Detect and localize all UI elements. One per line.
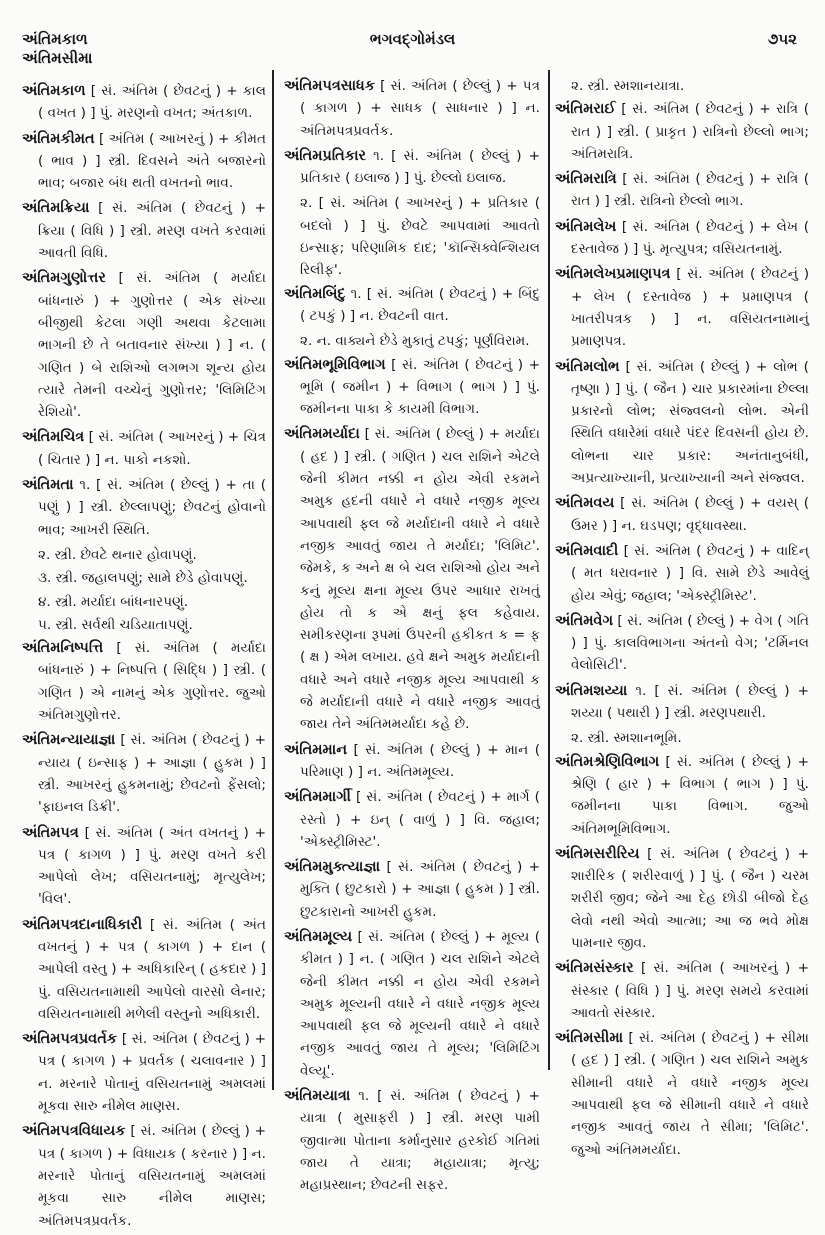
- entry-definition: [ સં. અંતિમ ( આખરનું ) + ચિત્ર ( ચિતાર ) ] ન. પાકો નકશો.: [38, 429, 266, 468]
- entry-headword: અંતિમસરીરિય: [555, 845, 640, 862]
- entry-sense: ૫. સ્ત્રી. સર્વથી ચડિયાતાપણું.: [38, 616, 193, 633]
- entry-definition: [ સં. અંતિમ ( છેવટનું ) + મુક્તિ ( છુટકારો ) + આજ્ઞા ( હુકમ ) ] સ્ત્રી. છુટકારાનો આખરી હુકમ.: [300, 859, 540, 920]
- entry-headword: અંતિમતા: [22, 477, 74, 494]
- entry-definition: ૧. [ સં. અંતિમ ( છેલ્લું ) + તા ( પણું ) ] સ્ત્રી. છેલ્લાપણું; છેવટનું હોવાનો ભાવ; આખરી સ્થિતિ.: [38, 477, 266, 538]
- entry-sense: ૨. [ સં. અંતિમ ( આખરનું ) + પ્રતિકાર ( બદલો ) ] પું. છેવટે આપવામાં આવતો ઇન્સાફ; પરિણામિક દાદ; 'કૉન્સિક્વેન્શિયલ રિલીફ'.: [300, 195, 540, 279]
- guide-word-first: અંતિમકાળ: [22, 30, 88, 48]
- dictionary-column-1: [22, 80, 266, 1235]
- dictionary-entry: [555, 610, 809, 677]
- dictionary-entry: [22, 729, 266, 818]
- entry-headword: અંતિમવય: [555, 495, 615, 512]
- entry-definition: [ સં. અંતિમ ( છેવટનું ) + રાત્રિ ( રાત ) ] સ્ત્રી. રાત્રિનો છેલ્લો ભાગ.: [571, 171, 809, 210]
- entry-definition: [ સં. અંતિમ ( છેવટનું ) + વાદિન્ ( મત ધરાવનાર ) ] વિ. સામે છેડે આવેલું હોય એવું; જહાલ; 'એક્સ્ટ્રીમિસ્ટ'.: [571, 542, 809, 604]
- entry-headword: અંતિમપત્રપ્રવર્તક: [22, 1031, 118, 1048]
- entry-sense: ૪. સ્ત્રી. મર્યાદા બાંધનારપણું.: [38, 593, 189, 610]
- column-divider: [272, 70, 274, 1090]
- entry-sense: ૨. ન. વાક્યને છેડે મુકાતું ટપકું; પૂર્ણવિરામ.: [300, 333, 530, 350]
- entry-definition: [ સં. અંતિમ ( છેલ્લું ) + મર્યાદા ( હદ ) ] સ્ત્રી. ( ગણિત ) ચલ રાશિને એટલે જેની કીમત નક્કી ન હોય એવી રકમને અમુક હદની વધારે ને વધારે નજીક મૂલ્ય આપવાથી ફલ જે મર્યાદાની વધારે ને વધારે નજીક આવતું જાય તે મર્યાદા; 'લિમિટ'. જેમકે, ક અને ક્ષ બે ચલ રાશિઓ હોય અને કનું મૂલ્ય ક્ષના મૂલ્ય ઉપર આધાર રાખતું હોય તો ક એ ક્ષનું ફલ કહેવાય. સમીકરણના રૂપમાં ઉપરની હકીકત ક = ફ ( ક્ષ ) એમ લખાય. હવે ક્ષને અમુક મર્યાદાની વધારે અને વધારે નજીક મૂલ્ય આપવાથી ક જે મર્યાદાની વધારે ને વધારે નજીક આવતું જાય તેને અંતિમમર્યાદા કહે છે.: [300, 426, 540, 733]
- dictionary-entry: [555, 98, 809, 165]
- entry-headword: અંતિમપત્ર: [22, 824, 79, 841]
- entry-headword: અંતિમકાળ: [22, 83, 86, 99]
- entry-definition: [ સં. અંતિમ ( છેવટનું ) + લેખ ( દસ્તાવેજ ) + પ્રમાણપત્ર ( ખાતરીપત્રક ) ] ન. વસિયતનામાનું પ્રમાણપત્ર.: [571, 266, 810, 350]
- entry-definition: [ સં. અંતિમ ( છેલ્લું ) + મૂલ્ય ( કીમત ) ] ન. ( ગણિત ) ચલ રાશિને એટલે જેની કીમત નક્કી ન હોય એવી રકમને અમુક મૂલ્યની વધારે ને વધારે નજીક મૂલ્ય આપવાથી ફલ જે મૂલ્યની વધારે ને વધારે નજીક આવતું જાય તે મૂલ્ય; 'લિમિટિંગ વેલ્યૂ'.: [300, 928, 540, 1079]
- entry-headword: અંતિમબિંદુ: [284, 285, 346, 302]
- dictionary-entry: [555, 216, 809, 261]
- dictionary-entry: [22, 637, 266, 726]
- dictionary-entry: [555, 356, 809, 490]
- dictionary-entry: [22, 1028, 266, 1117]
- entry-headword: અંતિમન્યાયાજ્ઞા: [22, 732, 116, 749]
- entry-definition: [ સં. અંતિમ ( છેવટનું ) + ન્યાય ( ઇન્સાફ ) + આજ્ઞા ( હુકમ ) ] સ્ત્રી. આખરનું હુકમનામું; છેવટનો ફેંસલો; 'ફાઇનલ ડિક્રી'.: [38, 732, 266, 816]
- entry-headword: અંતિમપત્રદાનાધિકારી: [22, 916, 143, 933]
- entry-headword: અંતિમવેગ: [555, 612, 614, 629]
- dictionary-entry: [22, 914, 266, 1025]
- dictionary-entry: [555, 751, 809, 840]
- dictionary-entry: [22, 128, 266, 195]
- page-title: ભગવદ્ગોમંડલ: [369, 30, 456, 48]
- dictionary-entry: [284, 75, 540, 142]
- entry-headword: અંતિમભૂમિવિભાગ: [284, 356, 386, 373]
- dictionary-entry: [284, 283, 540, 328]
- dictionary-entry: [555, 1027, 809, 1161]
- dictionary-column-3: [555, 75, 809, 1164]
- entry-definition: [ સં. અંતિમ ( છેવટનું ) + પત્ર ( કાગળ ) + પ્રવર્તક ( ચલાવનાર ) ] ન. મરનારે પોતાનું વસિયતનામું અમલમાં મૂકવા સારુ નીમેલ માણસ.: [38, 1031, 266, 1115]
- entry-definition: [ સં. અંતિમ ( છેવટનું ) + ક્રિયા ( વિધિ ) ] સ્ત્રી. મરણ વખતે કરવામાં આવતી વિધિ.: [38, 200, 266, 262]
- entry-definition: [ સં. અંતિમ ( છેલ્લું ) + વેગ ( ગતિ ) ] પું. કાલવિભાગના અંતનો વેગ; 'ટર્મિનલ વેલોસિટી'.: [571, 612, 809, 674]
- entry-headword: અંતિમરાઈ: [555, 101, 616, 118]
- dictionary-entry: [284, 786, 540, 853]
- entry-sense: ૨. સ્ત્રી. સ્મશાનયાત્રા.: [571, 78, 685, 94]
- dictionary-entry: [284, 354, 540, 421]
- entry-definition: [ સં. અંતિમ ( છેલ્લું ) + શ્રેણિ ( હાર ) + વિભાગ ( ભાગ ) ] પું. જમીનના પાકા વિભાગ. જુઓ અંતિમભૂમિવિભાગ.: [571, 753, 809, 837]
- entry-definition: [ સં. અંતિમ ( મર્યાદા બાંધનારું ) + નિષ્પત્તિ ( સિદ્ધિ ) ] સ્ત્રી. ( ગણિત ) એ નામનું એક ગુણોત્તર. જુઓ અંતિમગુણોત્તર.: [38, 640, 266, 724]
- entry-definition: ૧. [ સં. અંતિમ ( છેવટનું ) + યાત્રા ( મુસાફરી ) ] સ્ત્રી. મરણ પામી જીવાત્મા પોતાના કર્માનુસાર હરકોઈ ગતિમાં જાય તે યાત્રા; મહાયાત્રા; મૃત્યુ; મહાપ્રસ્થાન; છેવટની સફર.: [300, 1088, 541, 1194]
- dictionary-entry: [555, 168, 809, 213]
- dictionary-entry: [555, 263, 809, 352]
- entry-headword: અંતિમસીમા: [555, 1030, 624, 1047]
- entry-definition: [ સં. અંતિમ ( અંત વખતનું ) + પત્ર ( કાગળ ) + દાન ( આપેલી વસ્તુ ) + અધિકારિન્ ( હકદાર ) ] પું. વસિયતનામાથી આપેલો વારસો લેનાર; વસિયતનામાથી મળેલી વસ્તુનો અધિકારી.: [38, 916, 266, 1022]
- entry-definition: [ સં. અંતિમ ( છેવટનું ) + શારીરિક ( શરીરવાળું ) ] પું. ( જૈન ) ચરમ શરીરી જીવ; જેને આ દેહ છોડી બીજો દેહ લેવો નથી એવો આત્મા; આ જ ભવે મોક્ષ પામનાર જીવ.: [571, 845, 809, 951]
- entry-headword: અંતિમમાન: [284, 741, 348, 758]
- entry-headword: અંતિમલેખપ્રમાણપત્ર: [555, 266, 671, 283]
- entry-definition: [ સં. અંતિમ ( છેલ્લું ) + માન ( પરિમાણ ) ] ન. અંતિમમૂલ્ય.: [300, 741, 541, 780]
- dictionary-entry: [22, 426, 266, 471]
- entry-sense: ૨. સ્ત્રી. છેવટે થનાર હોવાપણું.: [38, 546, 197, 563]
- entry-definition: [ સં. અંતિમ ( છેવટનું ) + કાલ ( વખત ) ] પું. મરણનો વખત; અંતકાળ.: [38, 83, 266, 122]
- entry-definition: [ અંતિમ ( આખરનું ) + કીમત ( ભાવ ) ] સ્ત્રી. દિવસને અંતે બજારનો ભાવ; બજાર બંધ થતી વખતનો ભાવ.: [38, 130, 266, 192]
- entry-definition: [ સં. અંતિમ ( છેવટનું ) + માર્ગ ( રસ્તો ) + ઇન્ ( વાળું ) ] વિ. જહાલ; 'એક્સ્ટ્રીમિસ્ટ'.: [300, 789, 540, 850]
- entry-headword: અંતિમપ્રતિકાર: [284, 147, 367, 164]
- dictionary-entry: [555, 492, 809, 537]
- entry-headword: અંતિમપત્રવિધાયક: [22, 1123, 126, 1140]
- entry-headword: અંતિમમર્યાદા: [284, 426, 360, 443]
- page-number: ૭૫૨: [767, 30, 797, 48]
- entry-definition: [ સં. અંતિમ ( છેવટનું ) + રાત્રિ ( રાત ) ] સ્ત્રી. ( પ્રાકૃત ) રાત્રિનો છેલ્લો ભાગ; અંતિમરાત્રિ.: [571, 101, 809, 162]
- entry-definition: ૧. [ સં. અંતિમ ( છેવટનું ) + બિંદુ ( ટપકું ) ] ન. છેવટની વાત.: [300, 285, 541, 324]
- dictionary-entry: [284, 1085, 540, 1196]
- entry-headword: અંતિમરાત્રિ: [555, 171, 617, 188]
- dictionary-entry: [284, 926, 540, 1082]
- entry-headword: અંતિમમુક્ત્યાજ્ઞા: [284, 859, 381, 876]
- entry-headword: અંતિમશય્યા: [555, 682, 628, 699]
- dictionary-entry: [555, 680, 809, 725]
- entry-headword: અંતિમશ્રેણિવિભાગ: [555, 753, 660, 770]
- entry-definition: [ સં. અંતિમ ( છેલ્લું ) + પત્ર ( કાગળ ) + વિધાયક ( કરનાર ) ] ન. મરનારે પોતાનું વસિયતનામું અમલમાં મૂકવા સારુ નીમેલ માણસ; અંતિમપત્રપ્રવર્તક.: [38, 1123, 267, 1229]
- guide-words: [22, 30, 92, 68]
- entry-definition: [ સં. અંતિમ ( છેવટનું ) + ભૂમિ ( જમીન ) + વિભાગ ( ભાગ ) ] પું. જમીનના પાકા કે કાયમી વિભાગ.: [300, 356, 540, 418]
- entry-headword: અંતિમલેખ: [555, 218, 617, 235]
- dictionary-entry: [284, 423, 540, 735]
- dictionary-entry: [22, 474, 266, 541]
- entry-headword: અંતિમક્રિયા: [22, 200, 90, 217]
- entry-headword: અંતિમલોભ: [555, 358, 620, 375]
- dictionary-column-2: [284, 75, 540, 1200]
- entry-headword: અંતિમયાત્રા: [284, 1088, 351, 1105]
- entry-sense: ૨. સ્ત્રી. સ્મશાનભૂમિ.: [571, 730, 682, 747]
- entry-headword: અંતિમમાર્ગી: [284, 789, 351, 806]
- dictionary-entry: [555, 843, 809, 954]
- entry-definition: [ સં. અંતિમ ( છેલ્લું ) + પત્ર ( કાગળ ) + સાધક ( સાધનાર ) ] ન. અંતિમપત્રપ્રવર્તક.: [300, 78, 540, 139]
- entry-definition: [ સં. અંતિમ ( છેવટનું ) + સીમા ( હદ ) ] સ્ત્રી. ( ગણિત ) ચલ રાશિને અમુક સીમાની વધારે ને વધારે નજીક મૂલ્ય આપવાથી ફલ જે સીમાની વધારે ને વધારે નજીક આવતું જાય તે સીમા; 'લિમિટ'. જુઓ અંતિમમર્યાદા.: [571, 1030, 810, 1158]
- entry-definition: ૧. [ સં. અંતિમ ( છેલ્લું ) + પ્રતિકાર ( ઇલાજ ) ] પું. છેલ્લો ઇલાજ.: [300, 147, 540, 187]
- entry-headword: અંતિમસંસ્કાર: [555, 960, 634, 977]
- entry-headword: અંતિમમૂલ્ય: [284, 928, 353, 945]
- entry-headword: અંતિમકીમત: [22, 130, 95, 147]
- entry-definition: [ સં. અંતિમ ( આખરનું ) + સંસ્કાર ( વિધિ ) ] પું. મરણ સમયે કરવામાં આવતો સંસ્કાર.: [571, 960, 809, 1021]
- column-divider: [548, 70, 550, 1070]
- dictionary-entry: [284, 856, 540, 923]
- entry-headword: અંતિમગુણોત્તર: [22, 270, 106, 287]
- entry-definition: [ સં. અંતિમ ( છેલ્લું ) + વયસ્ ( ઉમર ) ] ન. ઘડપણ; વૃદ્ધાવસ્થા.: [571, 495, 809, 534]
- entry-definition: ૧. [ સં. અંતિમ ( છેલ્લું ) + શય્યા ( પથારી ) ] સ્ત્રી. મરણપથારી.: [571, 682, 809, 722]
- entry-headword: અંતિમવાદી: [555, 542, 619, 559]
- dictionary-entry: [22, 267, 266, 423]
- dictionary-entry: [284, 739, 540, 784]
- dictionary-entry: [22, 197, 266, 264]
- guide-word-last: અંતિમસીમા: [22, 49, 93, 67]
- entry-definition: [ સં. અંતિમ ( છેલ્લું ) + લોભ ( તૃષ્ણા ) ] પું. ( જૈન ) ચાર પ્રકારમાંના છેલ્લા પ્રકારનો લોભ; સંજ્વલનો લોભ. એની સ્થિતિ વધારેમાં વધારે પંદર દિવસની હોય છે. લોભના ચાર પ્રકાર: અનંતાનુબંધી, અપ્રત્યાખ્યાની, પ્રત્યાખ્યાની અને સંજ્વલ.: [571, 358, 809, 487]
- dictionary-entry: [22, 1120, 266, 1231]
- dictionary-entry: [284, 145, 540, 190]
- entry-headword: અંતિમનિષ્પત્તિ: [22, 640, 104, 657]
- entry-sense: ૩. સ્ત્રી. જહાલપણું; સામે છેડે હોવાપણું.: [38, 570, 248, 587]
- dictionary-entry: [555, 540, 809, 607]
- dictionary-entry: [22, 80, 266, 125]
- entry-definition: [ સં. અંતિમ ( મર્યાદા બાંધનારું ) + ગુણોત્તર ( એક સંખ્યા બીજીથી કેટલા ગણી અથવા કેટલામા ભાગની છે તે બતાવનાર સંખ્યા ) ] ન. ( ગણિત ) બે રાશિઓ લગભગ શૂન્ય હોય ત્યારે તેમની વચ્ચેનું ગુણોત્તર; 'લિમિટિંગ રેશિયો'.: [38, 270, 266, 421]
- entry-headword: અંતિમચિત્ર: [22, 429, 85, 446]
- entry-headword: અંતિમપત્રસાધક: [284, 78, 375, 94]
- dictionary-entry: [22, 822, 266, 911]
- entry-definition: [ સં. અંતિમ ( અંત વખતનું ) + પત્ર ( કાગળ ) ] પું. મરણ વખતે કરી આપેલો લેખ; વસિયતનામું; મૃત્યુલેખ; 'વિલ'.: [38, 824, 266, 908]
- entry-definition: [ સં. અંતિમ ( છેવટનું ) + લેખ ( દસ્તાવેજ ) ] પું. મૃત્યુપત્ર; વસિયતનામું.: [571, 218, 809, 258]
- dictionary-entry: [555, 957, 809, 1024]
